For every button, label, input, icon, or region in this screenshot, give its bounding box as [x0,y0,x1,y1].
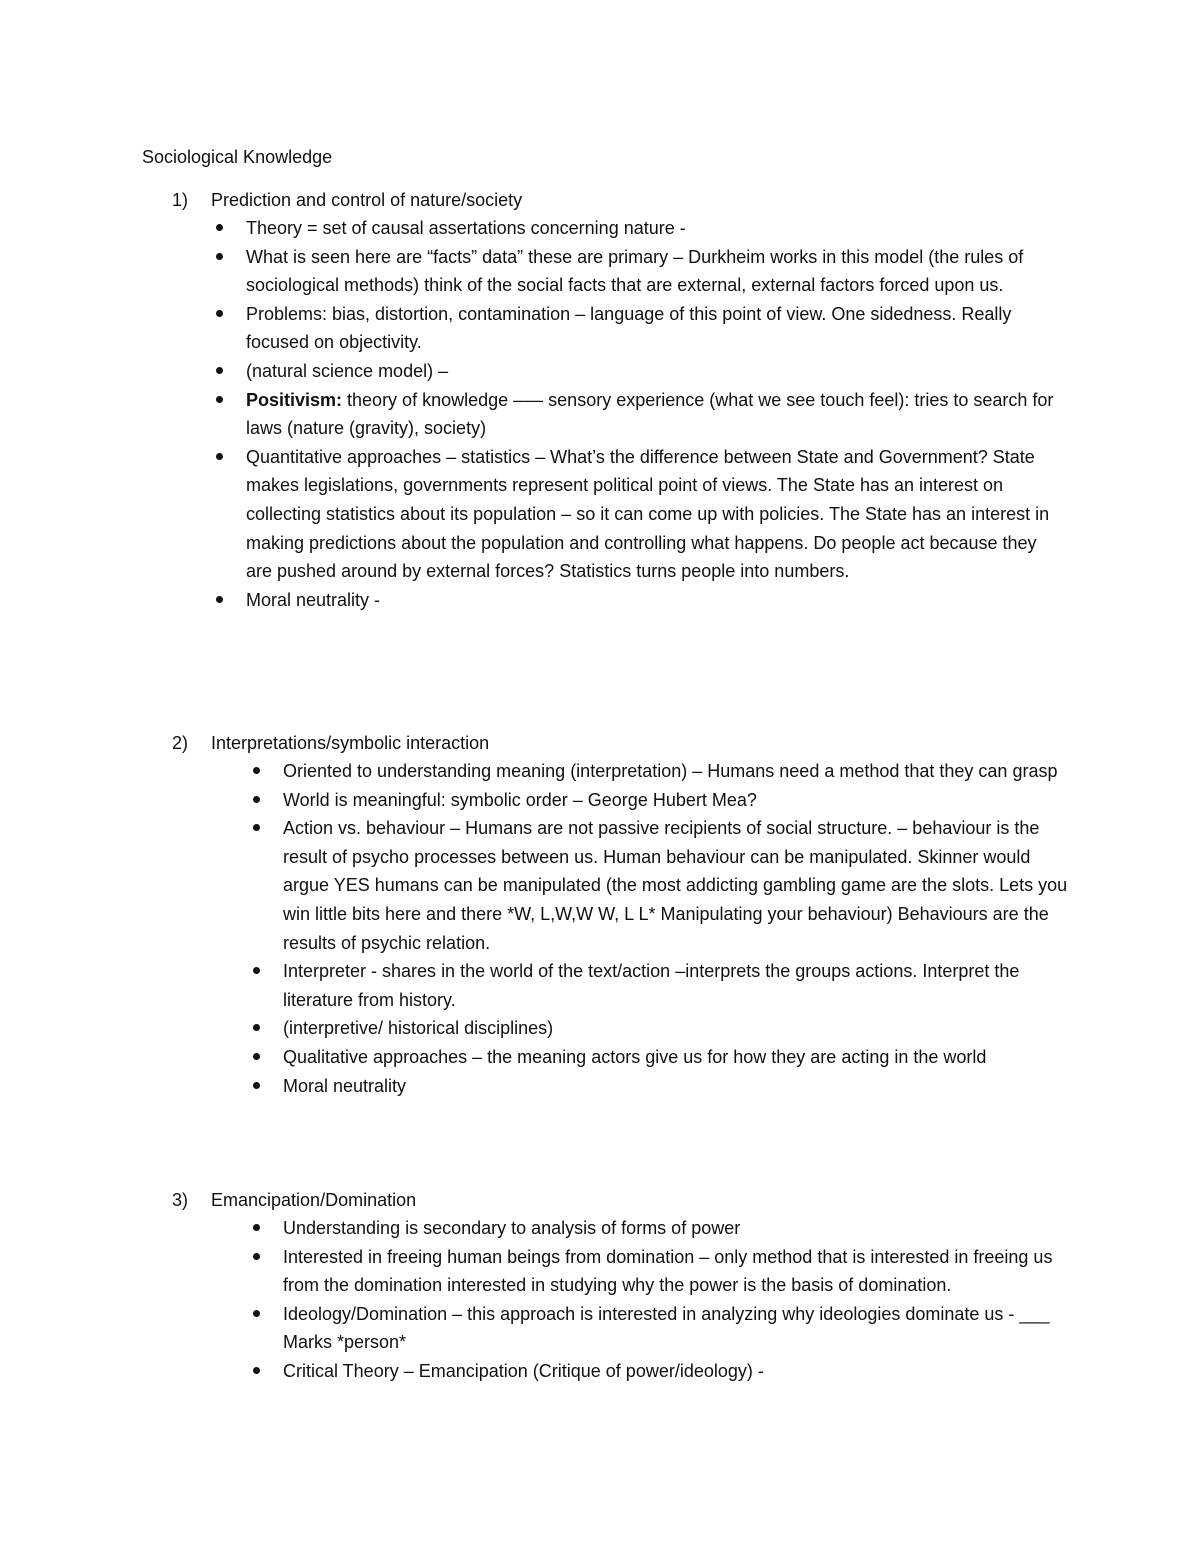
section-number: 2) [172,733,189,753]
bullet-term: Positivism: [246,389,343,410]
bullet-text: Quantitative approaches – statistics – What’s the difference between State and Government? State makes legislations, governments represent political point of views. The State has an interest on collecting statistics about its population – so it can come up with policies. The State has an interest in making predictions about the population and controlling what happens. Do people act because they are pushed around by external forces? Statistics turns people into numbers. [246,446,1050,582]
document-title: Sociological Knowledge [142,147,333,167]
bullet-text: Critical Theory – Emancipation (Critique of power/ideology) - [283,1360,764,1381]
bullet-icon [216,224,223,231]
bullet-icon [253,1053,260,1060]
bullet-text: theory of knowledge ––– sensory experience (what we see touch feel): tries to search for laws (nature (gravity), society) [246,389,1054,439]
bullet-text: Action vs. behaviour – Humans are not passive recipients of social structure. – behaviour is the result of psycho processes between us. Human behaviour can be manipulated. Skinner would argue YES humans can be manipulated (the most addicting gambling game are the slots. Lets you win little bits here and there *W, L,W,W W, L L* Manipulating your behaviour) Behaviours are the results of psychic relation. [283,818,1068,953]
bullet-icon [253,1253,260,1260]
bullet-text: What is seen here are “facts” data” these are primary – Durkheim works in this model (the rules of sociological methods) think of the social facts that are external, external factors forced upon us. [246,246,1024,296]
section-emancipation-domination [0,1186,1200,1386]
bullet-item [283,957,1073,1014]
bullet-item [283,1300,1063,1357]
bullet-item [246,443,1066,586]
bullet-icon [253,1224,260,1231]
bullet-icon [216,396,223,403]
bullet-icon [253,1024,260,1031]
section-number: 3) [172,1190,189,1210]
bullet-item [246,300,1066,357]
bullet-icon [216,596,223,603]
bullet-text: Interested in freeing human beings from domination – only method that is interested in freeing us from the domination interested in studying why the power is the basis of domination. [283,1246,1053,1296]
section-interpretations [0,729,1200,1100]
section-heading [0,729,1200,757]
bullet-text: World is meaningful: symbolic order – George Hubert Mea? [283,789,757,810]
section-heading [0,1186,1200,1214]
bullet-item [246,586,1066,615]
bullet-icon [253,967,260,974]
bullet-item [246,243,1066,300]
bullet-icon [253,1367,260,1374]
bullet-item [246,386,1066,443]
bullet-text: Qualitative approaches – the meaning actors give us for how they are acting in the world [283,1046,987,1067]
bullet-icon [216,367,223,374]
bullet-icon [253,767,260,774]
bullet-item [283,1243,1063,1300]
bullet-item [283,1014,1073,1043]
bullet-item [246,357,1066,386]
bullet-text: Ideology/Domination – this approach is interested in analyzing why ideologies dominate us - ___ Marks *person* [283,1303,1050,1353]
bullet-icon [216,453,223,460]
section-title: Prediction and control of nature/society [211,190,523,210]
bullet-item [283,1072,1073,1101]
bullet-item [283,1214,1063,1243]
bullet-item [283,1043,1073,1072]
bullet-list [0,757,1200,1100]
bullet-icon [253,824,260,831]
bullet-text: Oriented to understanding meaning (interpretation) – Humans need a method that they can grasp [283,761,1058,781]
bullet-item [246,214,1066,243]
bullet-item [283,786,1073,815]
bullet-text: Moral neutrality [283,1075,407,1096]
section-number: 1) [172,190,189,210]
bullet-text: Interpreter - shares in the world of the text/action –interprets the groups actions. Interpret the literature from history. [283,961,1020,1010]
section-prediction-control [0,186,1200,614]
bullet-item [283,1357,1063,1386]
section-heading [0,186,1200,214]
bullet-text: Understanding is secondary to analysis of forms of power [283,1218,741,1238]
bullet-item [283,757,1073,786]
bullet-item [283,814,1073,957]
bullet-list [0,1214,1200,1386]
bullet-text: Moral neutrality - [246,589,381,610]
bullet-text: (interpretive/ historical disciplines) [283,1018,554,1039]
section-title: Interpretations/symbolic interaction [211,733,490,753]
bullet-text: Problems: bias, distortion, contamination – language of this point of view. One sidedness. Really focused on objectivity. [246,303,1012,353]
bullet-icon [253,1082,260,1089]
bullet-list [0,214,1200,614]
bullet-text: (natural science model) – [246,360,449,381]
bullet-icon [253,1310,260,1317]
bullet-icon [253,796,260,803]
bullet-text: Theory = set of causal assertations concerning nature - [246,218,686,238]
section-title: Emancipation/Domination [211,1190,417,1210]
bullet-icon [216,253,223,260]
bullet-icon [216,310,223,317]
